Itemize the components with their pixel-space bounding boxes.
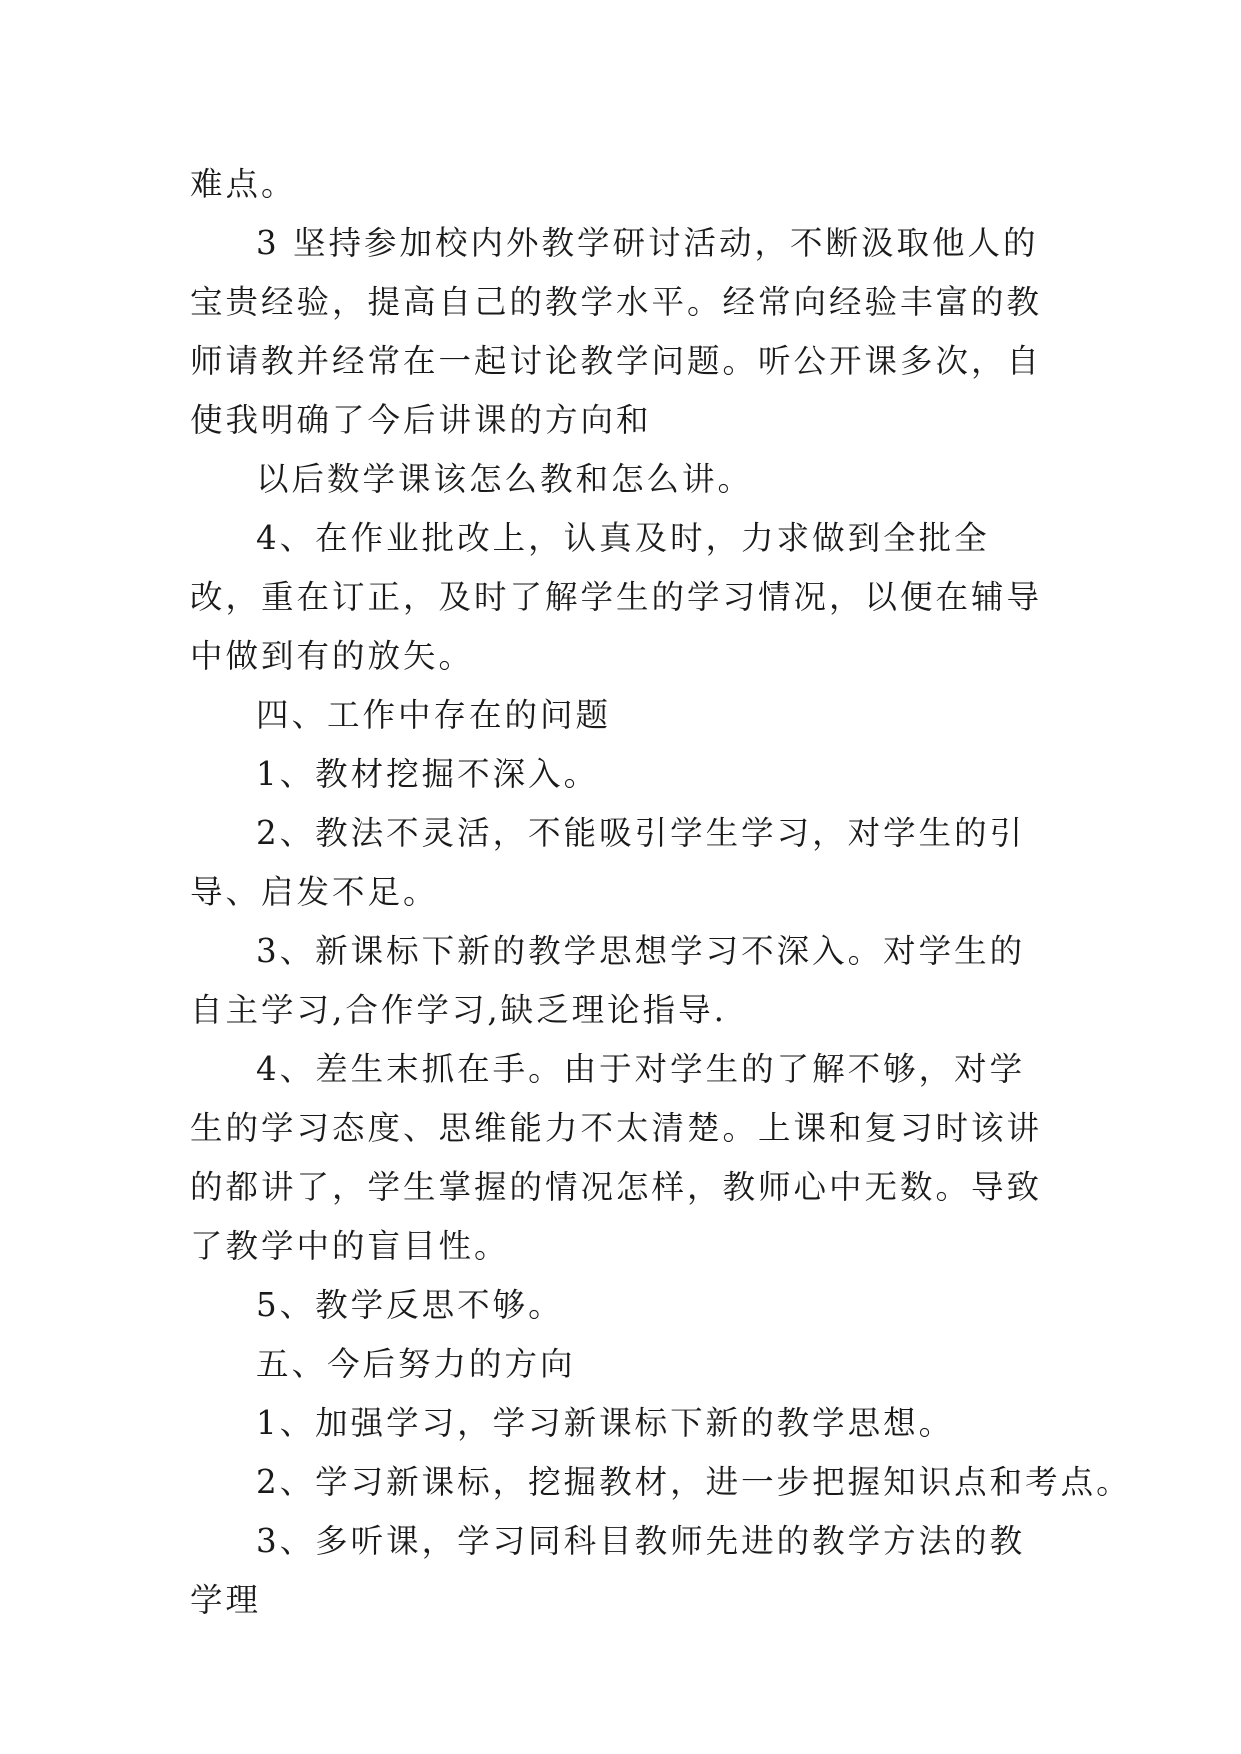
section-heading-problems: 四、工作中存在的问题 bbox=[256, 696, 612, 734]
paragraph-continuation: 难点。 bbox=[190, 165, 297, 203]
problem-item-2: 2、教法不灵活，不能吸引学生学习，对学生的引导、启发不足。 bbox=[190, 814, 1026, 911]
paragraph-math-teaching: 以后数学课该怎么教和怎么讲。 bbox=[256, 460, 754, 498]
direction-item-1: 1、加强学习，学习新课标下新的教学思想。 bbox=[256, 1404, 955, 1442]
problem-item-3: 3、新课标下新的教学思想学习不深入。对学生的自主学习,合作学习,缺乏理论指导. bbox=[190, 932, 1026, 1029]
problem-item-4: 4、差生末抓在手。由于对学生的了解不够，对学生的学习态度、思维能力不太清楚。上课和复习时该讲的都讲了，学生掌握的情况怎样，教师心中无数。导致了教学中的盲目性。 bbox=[190, 1050, 1043, 1265]
problem-item-5: 5、教学反思不够。 bbox=[256, 1286, 564, 1324]
paragraph-item-4-homework: 4、在作业批改上，认真及时，力求做到全批全改，重在订正，及时了解学生的学习情况，以便在辅导中做到有的放矢。 bbox=[190, 519, 1043, 675]
direction-item-3: 3、多听课，学习同科目教师先进的教学方法的教学理 bbox=[190, 1522, 1026, 1619]
direction-item-2: 2、学习新课标，挖掘教材，进一步把握知识点和考点。 bbox=[256, 1463, 1132, 1501]
section-heading-direction: 五、今后努力的方向 bbox=[256, 1345, 576, 1383]
problem-item-1: 1、教材挖掘不深入。 bbox=[256, 755, 600, 793]
paragraph-item-3-research: 3 坚持参加校内外教学研讨活动，不断汲取他人的宝贵经验，提高自己的教学水平。经常向经验丰富的教师请教并经常在一起讨论教学问题。听公开课多次，自使我明确了今后讲课的方向和 bbox=[190, 224, 1043, 439]
document-body bbox=[190, 155, 1132, 1630]
